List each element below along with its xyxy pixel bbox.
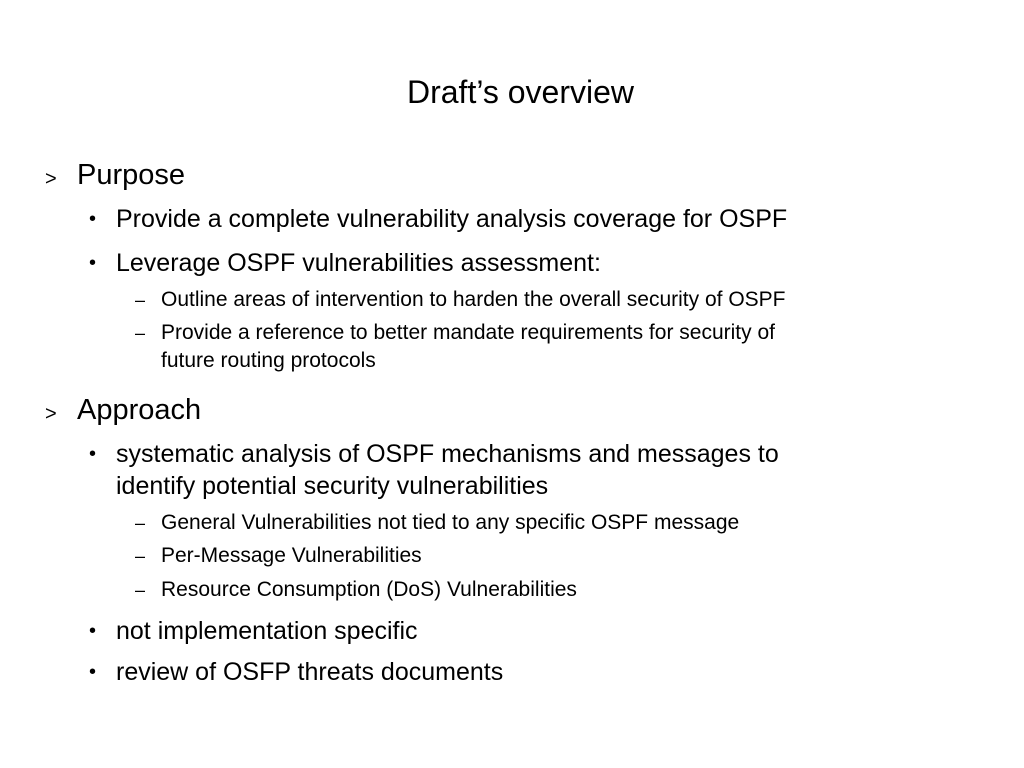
list-item-text: review of OSFP threats documents bbox=[116, 658, 504, 686]
dash-marker: – bbox=[135, 323, 146, 343]
dash-marker: – bbox=[135, 580, 146, 600]
sub-list-item-text: Resource Consumption (DoS) Vulnerabilities bbox=[161, 578, 577, 601]
sub-list-item-text: Provide a reference to better mandate requirements for security of bbox=[161, 321, 775, 344]
list-item-text: Provide a complete vulnerability analysis coverage for OSPF bbox=[116, 205, 788, 233]
dash-marker: – bbox=[135, 290, 146, 310]
sub-list-item-text: Per-Message Vulnerabilities bbox=[161, 544, 422, 567]
list-item-text: systematic analysis of OSPF mechanisms and messages to bbox=[116, 440, 779, 468]
list-item-text: Leverage OSPF vulnerabilities assessment: bbox=[116, 249, 601, 277]
list-item-text: not implementation specific bbox=[116, 617, 418, 645]
section-heading: Approach bbox=[77, 394, 202, 426]
bullet-marker: • bbox=[89, 252, 97, 274]
section-heading: Purpose bbox=[77, 159, 186, 191]
sub-list-item-text: Outline areas of intervention to harden the overall security of OSPF bbox=[161, 288, 786, 311]
list-item-text: identify potential security vulnerabilities bbox=[116, 472, 549, 500]
sub-list-item-text: future routing protocols bbox=[161, 349, 376, 372]
sub-list-item-text: General Vulnerabilities not tied to any specific OSPF message bbox=[161, 511, 740, 534]
bullet-marker: • bbox=[89, 208, 97, 230]
section-marker: > bbox=[45, 403, 57, 425]
dash-marker: – bbox=[135, 513, 146, 533]
dash-marker: – bbox=[135, 546, 146, 566]
bullet-marker: • bbox=[89, 443, 97, 465]
section-marker: > bbox=[45, 168, 57, 190]
bullet-marker: • bbox=[89, 661, 97, 683]
slide-title: Draft’s overview bbox=[406, 74, 635, 110]
bullet-marker: • bbox=[89, 620, 97, 642]
